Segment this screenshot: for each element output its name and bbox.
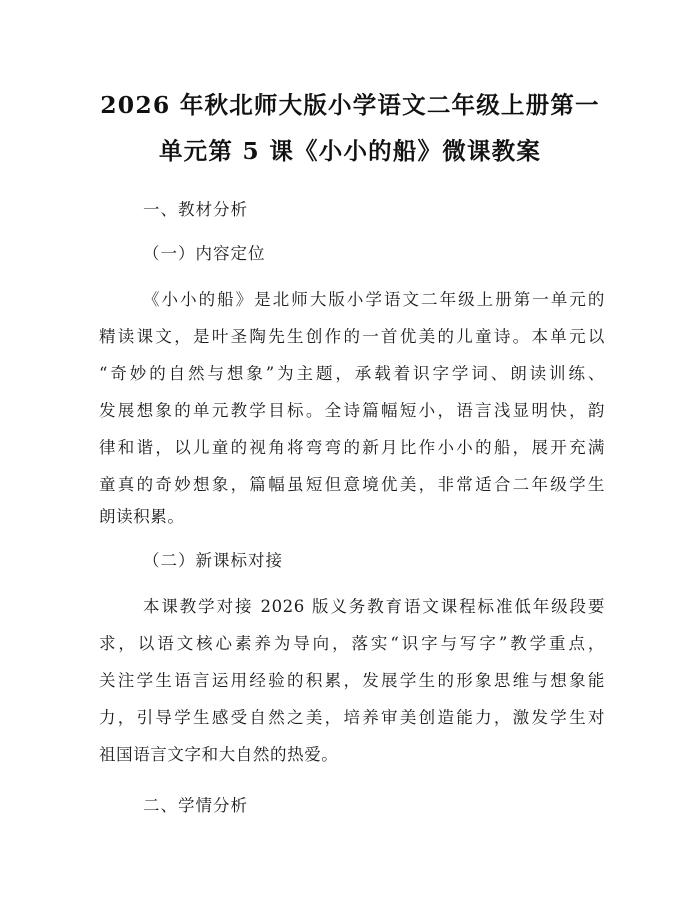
paragraph-2-line: 求，以语文核心素养为导向，落实“识字与写字”教学重点，: [99, 634, 605, 653]
paragraph-1-line: 发展想象的单元教学目标。全诗篇幅短小，语言浅显明快，韵: [99, 401, 605, 420]
paragraph-2-line: 本课教学对接 2026 版义务教育语文课程标准低年级段要: [143, 597, 605, 616]
paragraph-1-line: 《小小的船》是北师大版小学语文二年级上册第一单元的: [143, 290, 605, 309]
paragraph-2-line: 祖国语言文字和大自然的热爱。: [99, 745, 339, 764]
document-title-line-2: 单元第 5 课《小小的船》微课教案: [158, 137, 542, 165]
document-title-line-1: 2026 年秋北师大版小学语文二年级上册第一: [100, 91, 600, 119]
paragraph-1-line: 精读课文，是叶圣陶先生创作的一首优美的儿童诗。本单元以: [99, 327, 605, 346]
paragraph-1-line: 童真的奇妙想象，篇幅虽短但意境优美，非常适合二年级学生: [99, 475, 605, 494]
paragraph-1-line: 朗读积累。: [99, 507, 185, 526]
subsection-heading-curriculum-standards: （二）新课标对接: [143, 551, 283, 570]
paragraph-1-line: 律和谐，以儿童的视角将弯弯的新月比作小小的船，展开充满: [99, 438, 605, 457]
paragraph-1-line: “奇妙的自然与想象”为主题，承载着识字学词、朗读训练、: [99, 364, 605, 383]
section-heading-learner-analysis: 二、学情分析: [143, 796, 248, 815]
subsection-heading-content-positioning: （一）内容定位: [143, 244, 266, 263]
paragraph-2-line: 关注学生语言运用经验的积累，发展学生的形象思维与想象能: [99, 671, 605, 690]
section-heading-textbook-analysis: 一、教材分析: [143, 200, 248, 219]
paragraph-2-line: 力，引导学生感受自然之美，培养审美创造能力，激发学生对: [99, 708, 605, 727]
